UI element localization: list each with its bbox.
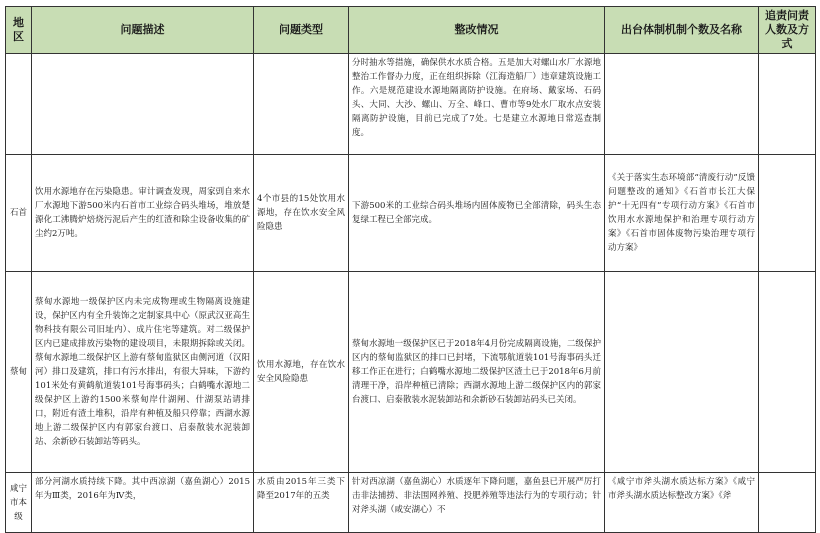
header-mechanism: 出台体制机制个数及名称 xyxy=(605,7,759,54)
table-row xyxy=(6,473,816,533)
rectification-table xyxy=(5,6,816,533)
cell-rectification: 针对西凉湖（嘉鱼湖心）水质逐年下降问题，嘉鱼县已开展严厉打击非法捕捞、非法围网养殖、投肥养殖等违法行为的专项行动；针对斧头湖（咸安湖心）不 xyxy=(349,473,605,533)
cell-problem: 部分河湖水质持续下降。其中西凉湖（嘉鱼湖心）2015年为Ⅲ类，2016年为Ⅳ类， xyxy=(32,473,254,533)
cell-mechanism xyxy=(605,272,759,473)
cell-type xyxy=(254,54,349,155)
cell-mechanism xyxy=(605,54,759,155)
header-problem: 问题描述 xyxy=(32,7,254,54)
cell-accountability xyxy=(759,272,816,473)
cell-accountability xyxy=(759,473,816,533)
cell-type: 4个市县的15处饮用水源地，存在饮水安全风险隐患 xyxy=(254,155,349,272)
cell-accountability xyxy=(759,155,816,272)
cell-region: 蔡甸 xyxy=(6,272,32,473)
cell-mechanism: 《咸宁市斧头湖水质达标方案》《咸宁市斧头湖水质达标整改方案》《斧 xyxy=(605,473,759,533)
cell-rectification: 分时抽水等措施，确保供水水质合格。五是加大对螺山水厂水源地整治工作督办力度，正在组织拆除（江海造船厂）违章建筑设施工作。六是规范建设水源地隔离防护设施。在府场、戴家场、石码头、大同、大沙、螺山、万全、峰口、曹市等9处水厂取水点安装隔离防护设施，目前已完成了7处。七是建立水源地日常巡查制度。 xyxy=(349,54,605,155)
cell-problem: 饮用水源地存在污染隐患。审计调查发现，周家剅自来水厂水源地下游500米内石首市工业综合码头堆场，堆放楚源化工沸腾炉焙烧污泥后产生的红渣和除尘设备收集的矿尘约2万吨。 xyxy=(32,155,254,272)
cell-region xyxy=(6,54,32,155)
table-row xyxy=(6,272,816,473)
cell-problem: 蔡甸水源地一级保护区内未完成物理或生物隔离设施建设，保护区内有全升装饰之定制家具中心（原武汉亚高生物科技有限公司旧址内）、成片住宅等建筑。对二级保护区内已建成排放污染物的建设项目，未限期拆除或关闭。蔡甸水源地二级保护区上游有蔡甸监狱区由侧河道（汉阳河）排口及建筑，排口有污水排出，有很大异味，下游约101米处有黄鹤航道装101号海事码头；白鹤嘴水源地二级保护区上游约1500米蔡甸岸什湖闸、什湖泵站请排口，附近有渣土堆积，沿岸有种植及船只停靠；西湖水源地上游二级保护区内有郭家台渡口、启泰散装水泥装卸站、余新砂石装卸站等码头。 xyxy=(32,272,254,473)
header-region: 地区 xyxy=(6,7,32,54)
cell-region: 咸宁市本级 xyxy=(6,473,32,533)
table-row xyxy=(6,54,816,155)
cell-rectification: 蔡甸水源地一级保护区已于2018年4月份完成隔离设施，二级保护区内的蔡甸监狱区的排口已封堵，下流鄂航道装101号海事码头迁移工作正在进行；白鹤嘴水源地二级保护区渣土已于2018年6月前清理干净，沿岸种植已清除；西湖水源地上游二级保护区内的郭家台渡口、启泰散装水泥装卸站和余新砂石装卸站码头已关闭。 xyxy=(349,272,605,473)
cell-region: 石首 xyxy=(6,155,32,272)
header-rectification: 整改情况 xyxy=(349,7,605,54)
cell-accountability xyxy=(759,54,816,155)
cell-type: 饮用水源地，存在饮水安全风险隐患 xyxy=(254,272,349,473)
table-row xyxy=(6,155,816,272)
cell-type: 水质由2015年三类下降至2017年的五类 xyxy=(254,473,349,533)
cell-mechanism: 《关于落实生态环境部“清废行动”反馈问题整改的通知》《石首市长江大保护“十无四有”专项行动方案》《石首市饮用水水源地保护和治理专项行动方案》《石首市固体废物污染治理专项行动方案》 xyxy=(605,155,759,272)
table-header-row xyxy=(6,7,816,54)
cell-problem xyxy=(32,54,254,155)
header-type: 问题类型 xyxy=(254,7,349,54)
cell-rectification: 下游500米的工业综合码头堆场内固体废物已全部清除，码头生态复绿工程已全部完成。 xyxy=(349,155,605,272)
header-accountability: 追责问责人数及方式 xyxy=(759,7,816,54)
